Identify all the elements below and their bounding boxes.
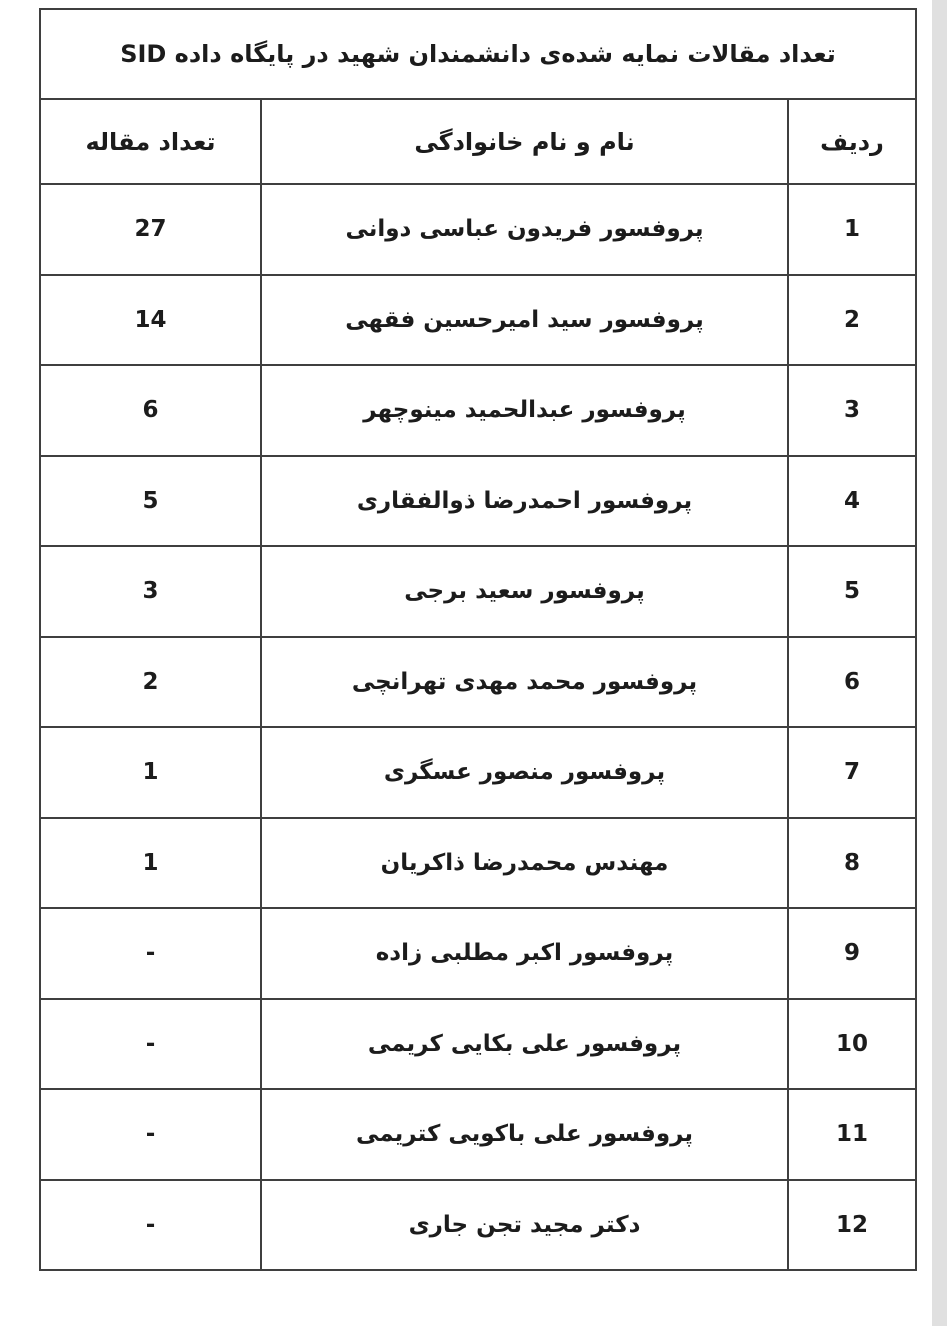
row-index: 12 (788, 1180, 916, 1271)
row-name: پروفسور علی باکویی کتریمی (261, 1089, 788, 1180)
row-index: 7 (788, 727, 916, 818)
table-row (40, 727, 916, 818)
row-name: پروفسور سعید برجی (261, 546, 788, 637)
row-count: 1 (40, 727, 261, 818)
row-name: پروفسور احمدرضا ذوالفقاری (261, 456, 788, 547)
row-count: 27 (40, 184, 261, 275)
row-name: پروفسور اکبر مطلبی زاده (261, 908, 788, 999)
row-count: - (40, 999, 261, 1090)
row-count: - (40, 1180, 261, 1271)
table-row (40, 546, 916, 637)
row-count: - (40, 1089, 261, 1180)
table-body (40, 184, 916, 1270)
scrollbar-track[interactable] (932, 0, 947, 1326)
row-index: 4 (788, 456, 916, 547)
table-header-row (40, 99, 916, 184)
table-title-row (40, 9, 916, 99)
articles-table (39, 8, 917, 1271)
row-count: 14 (40, 275, 261, 366)
row-index: 2 (788, 275, 916, 366)
row-name: پروفسور علی بکایی کریمی (261, 999, 788, 1090)
table-row (40, 818, 916, 909)
row-index: 1 (788, 184, 916, 275)
row-index: 3 (788, 365, 916, 456)
row-name: دکتر مجید تجن جاری (261, 1180, 788, 1271)
table-row (40, 365, 916, 456)
row-count: 5 (40, 456, 261, 547)
row-name: پروفسور فریدون عباسی دوانی (261, 184, 788, 275)
column-header-index: ردیف (788, 99, 916, 184)
row-name: پروفسور منصور عسگری (261, 727, 788, 818)
table-row (40, 1180, 916, 1271)
row-index: 11 (788, 1089, 916, 1180)
table-row (40, 456, 916, 547)
row-count: 2 (40, 637, 261, 728)
row-index: 8 (788, 818, 916, 909)
table-row (40, 637, 916, 728)
table-row (40, 275, 916, 366)
table-row (40, 184, 916, 275)
table-row (40, 908, 916, 999)
row-count: 1 (40, 818, 261, 909)
row-name: پروفسور سید امیرحسین فقهی (261, 275, 788, 366)
table-title: تعداد مقالات نمایه شده‌ی دانشمندان شهید در پایگاه داده SID (40, 9, 916, 99)
column-header-name: نام و نام خانوادگی (261, 99, 788, 184)
row-count: 6 (40, 365, 261, 456)
table-row (40, 999, 916, 1090)
row-index: 9 (788, 908, 916, 999)
row-count: - (40, 908, 261, 999)
row-name: پروفسور محمد مهدی تهرانچی (261, 637, 788, 728)
row-count: 3 (40, 546, 261, 637)
row-index: 6 (788, 637, 916, 728)
row-name: مهندس محمدرضا ذاکریان (261, 818, 788, 909)
table-row (40, 1089, 916, 1180)
column-header-count: تعداد مقاله (40, 99, 261, 184)
row-name: پروفسور عبدالحمید مینوچهر (261, 365, 788, 456)
row-index: 10 (788, 999, 916, 1090)
row-index: 5 (788, 546, 916, 637)
